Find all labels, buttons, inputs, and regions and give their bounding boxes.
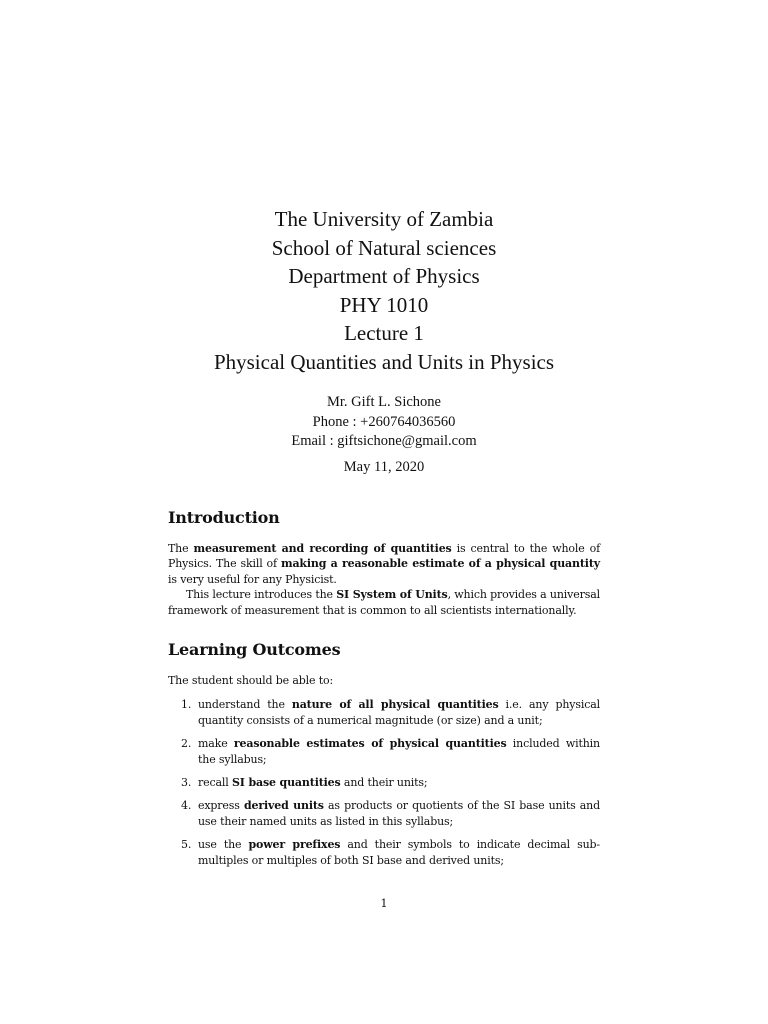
university-name: The University of Zambia xyxy=(274,207,494,231)
title-block xyxy=(0,205,768,377)
author-name: Mr. Gift L. Sichone xyxy=(327,394,441,410)
list-item: 3. recall SI base quantities and their units; xyxy=(181,776,428,790)
introduction-section xyxy=(168,508,600,618)
school-name: School of Natural sciences xyxy=(271,235,497,260)
introduction-paragraph-2: This lecture introduces the SI System of Units, which provides a universal framework of measurement that is common to all scientists internationally. xyxy=(168,588,600,617)
list-item: 2. make reasonable estimates of physical quantities included within the syllabus; xyxy=(181,737,600,766)
lecture-number: Lecture 1 xyxy=(344,321,424,346)
introduction-heading: Introduction xyxy=(168,508,280,527)
author-phone: Phone : +260764036560 xyxy=(312,413,456,430)
learning-outcomes-section xyxy=(168,640,600,876)
lecture-topic: Physical Quantities and Units in Physics xyxy=(213,349,555,374)
introduction-paragraph-1: The measurement and recording of quantities is central to the whole of Physics. The skill of making a reasonable estimate of a physical quantity is very useful for any Physicist. xyxy=(168,542,601,586)
learning-outcomes-list xyxy=(168,697,600,868)
course-code: PHY 1010 xyxy=(339,292,429,317)
author-email: Email : giftsichone@gmail.com xyxy=(291,433,477,449)
department-name: Department of Physics xyxy=(288,264,480,289)
list-item: 5. use the power prefixes and their symbols to indicate decimal sub-multiples or multiples of both SI base and derived units; xyxy=(181,838,600,867)
list-item: 1. understand the nature of all physical quantities i.e. any physical quantity consists of a numerical magnitude (or size) and a unit; xyxy=(181,698,600,727)
author-block xyxy=(0,393,768,452)
page-number: 1 xyxy=(380,897,388,910)
learning-outcomes-heading: Learning Outcomes xyxy=(168,640,341,659)
list-item: 4. express derived units as products or quotients of the SI base units and use their named units as listed in this syllabus; xyxy=(181,799,600,828)
document-date: May 11, 2020 xyxy=(343,459,425,475)
learning-outcomes-lead: The student should be able to: xyxy=(168,674,334,687)
